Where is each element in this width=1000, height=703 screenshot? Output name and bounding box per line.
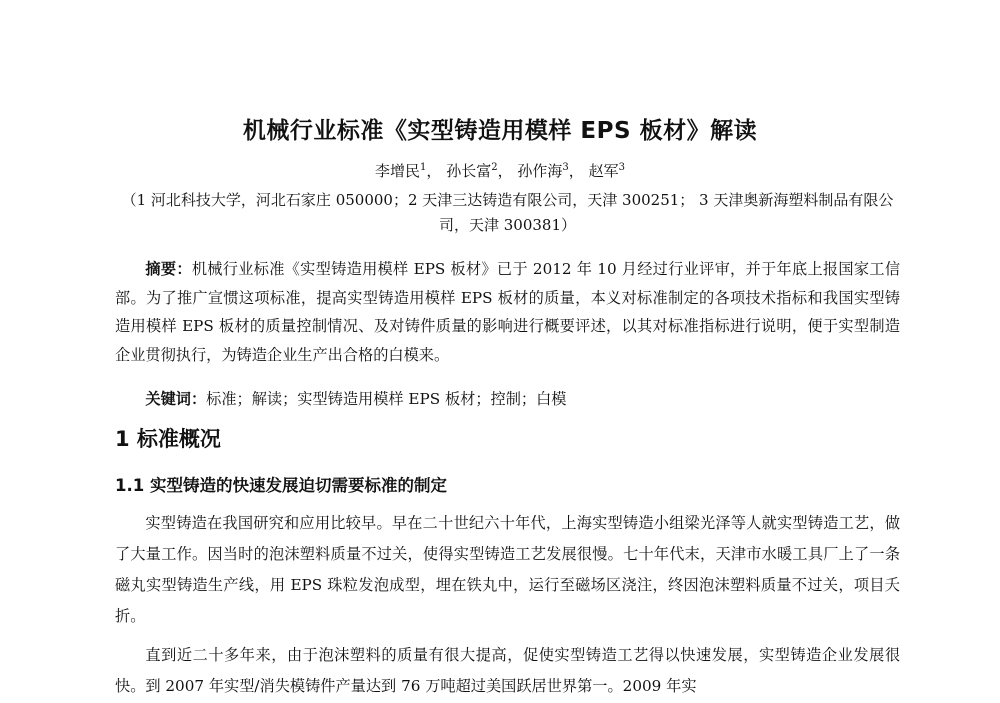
author-name: 孙作海 xyxy=(517,162,563,180)
keywords-text: 标准；解读；实型铸造用模样 EPS 板材；控制；白模 xyxy=(206,390,567,408)
author-affiliation-mark: 3 xyxy=(618,162,625,173)
author-name: 孙长富 xyxy=(446,162,492,180)
abstract-label: 摘要： xyxy=(145,260,192,278)
subsection-heading: 1.1 实型铸造的快速发展迫切需要标准的制定 xyxy=(115,476,447,495)
author-list xyxy=(0,160,1000,181)
author-separator: ， xyxy=(568,162,584,180)
author-affiliation-mark: 3 xyxy=(562,162,569,173)
keywords-label: 关键词： xyxy=(145,390,207,408)
author-name: 李增民 xyxy=(375,162,421,180)
affiliations: （1 河北科技大学，河北石家庄 050000；2 天津三达铸造有限公司，天津 300251； 3 天津奥新海塑料制品有限公司，天津 300381） xyxy=(121,191,894,234)
keywords xyxy=(115,385,900,413)
abstract xyxy=(115,255,900,369)
abstract-text: 机械行业标准《实型铸造用模样 EPS 板材》已于 2012 年 10 月经过行业评审，并于年底上报国家工信部。为了推广宣惯这项标准，提高实型铸造用模样 EPS 板材的质量，本义对标准制定的各项技术指标和我国实型铸造用模样 EPS 板材的质量控制情况、及对铸件质量的影响进行概要评述，以其对标准指标进行说明，便于实型制造企业贯彻执行，为铸造企业生产出合格的白模来。 xyxy=(115,260,901,364)
body-paragraph: 实型铸造在我国研究和应用比较早。早在二十世纪六十年代，上海实型铸造小组梁光泽等人就实型铸造工艺，做了大量工作。因当时的泡沫塑料质量不过关，使得实型铸造工艺发展很慢。七十年代末，天津市水暖工具厂上了一条磁丸实型铸造生产线，用 EPS 珠粒发泡成型，埋在铁丸中，运行至磁场区浇注，终因泡沫塑料质量不过关，项目夭折。 xyxy=(115,514,900,625)
author-affiliation-mark: 2 xyxy=(491,162,498,173)
author-affiliation-mark: 1 xyxy=(420,162,427,173)
author-name: 赵军 xyxy=(588,162,619,180)
paper-title: 机械行业标准《实型铸造用模样 EPS 板材》解读 xyxy=(242,118,758,144)
body-paragraph: 直到近二十多年来，由于泡沫塑料的质量有很大提高，促使实型铸造工艺得以快速发展，实型铸造企业发展很快。到 2007 年实型/消失模铸件产量达到 76 万吨超过美国跃居世界第一。2009 年实 xyxy=(115,646,900,695)
author-separator: ， xyxy=(497,162,513,180)
section-heading: 1 标准概况 xyxy=(115,427,221,451)
author-separator: ， xyxy=(426,162,442,180)
